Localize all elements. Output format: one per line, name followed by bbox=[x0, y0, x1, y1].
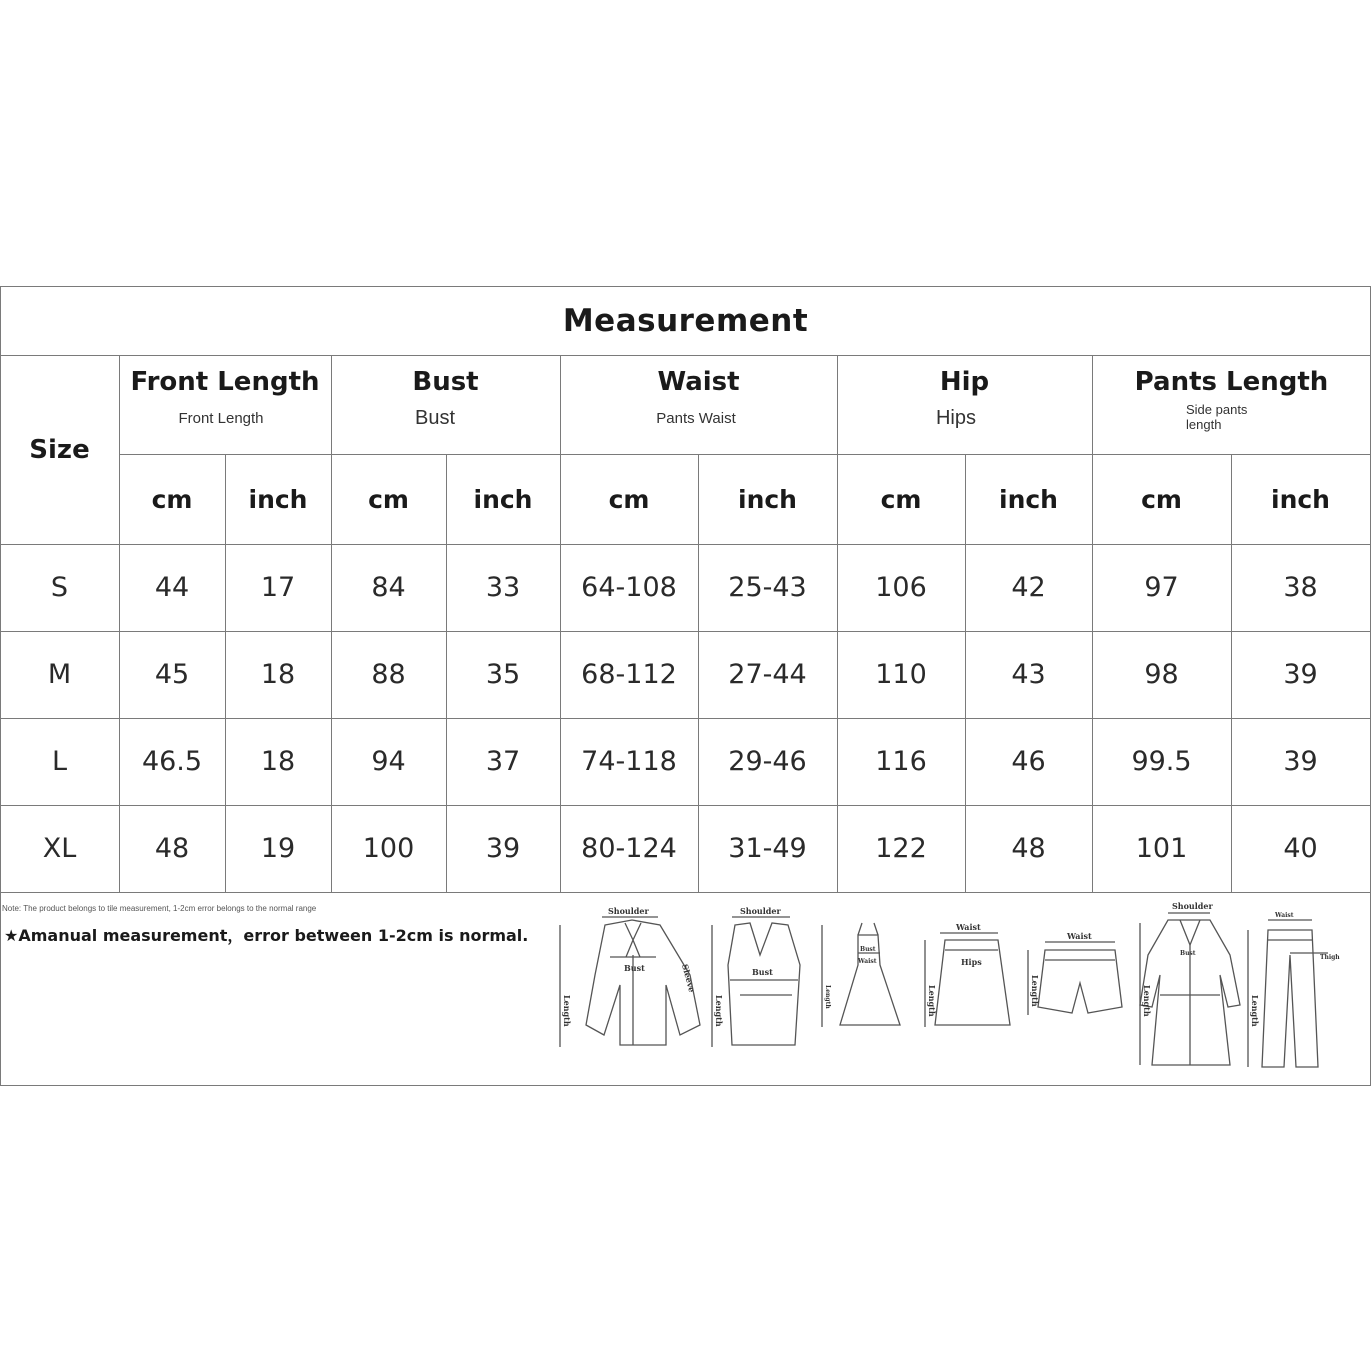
illus-label-bust: Bust bbox=[1180, 950, 1196, 957]
illus-label-waist: Waist bbox=[858, 958, 877, 965]
value-cell: 29-46 bbox=[728, 746, 807, 777]
size-chart-table bbox=[0, 286, 1371, 1086]
subheader-pants-length-line1: Side pants bbox=[1186, 402, 1248, 417]
value-cell: 45 bbox=[154, 659, 190, 690]
size-cell: M bbox=[47, 659, 72, 690]
value-cell: 35 bbox=[485, 659, 521, 690]
value-cell: 27-44 bbox=[728, 659, 807, 690]
size-cell: XL bbox=[42, 833, 77, 864]
illus-label-shoulder: Shoulder bbox=[608, 906, 649, 916]
value-cell: 38 bbox=[1283, 572, 1318, 603]
value-cell: 25-43 bbox=[728, 572, 807, 603]
value-cell: 18 bbox=[260, 659, 296, 690]
value-cell: 68-112 bbox=[581, 659, 677, 690]
size-cell: S bbox=[50, 572, 69, 603]
unit-inch: inch bbox=[738, 484, 797, 514]
value-cell: 101 bbox=[1135, 833, 1188, 864]
illus-label-length: Length bbox=[1250, 995, 1260, 1027]
unit-inch: inch bbox=[999, 484, 1058, 514]
value-cell: 46.5 bbox=[141, 746, 203, 777]
note: ★Amanual measurement，error between 1-2cm is normal. bbox=[4, 926, 529, 945]
value-cell: 43 bbox=[1011, 659, 1046, 690]
subheader-hip: Hips bbox=[935, 406, 976, 429]
value-cell: 74-118 bbox=[581, 746, 677, 777]
value-cell: 44 bbox=[154, 572, 190, 603]
chart-title: Measurement bbox=[562, 302, 809, 339]
illus-label-waist: Waist bbox=[1275, 912, 1294, 919]
illus-label-length: Length bbox=[1142, 985, 1152, 1017]
value-cell: 88 bbox=[371, 659, 406, 690]
value-cell: 42 bbox=[1011, 572, 1046, 603]
size-header: Size bbox=[29, 434, 90, 465]
unit-cm: cm bbox=[608, 484, 650, 514]
value-cell: 33 bbox=[485, 572, 521, 603]
unit-inch: inch bbox=[248, 484, 308, 514]
illus-label-bust: Bust bbox=[860, 946, 876, 953]
coat-illustration bbox=[1140, 913, 1240, 1065]
value-cell: 110 bbox=[875, 659, 927, 690]
garment-illustrations bbox=[540, 895, 1370, 1083]
illus-label-length: Length bbox=[824, 985, 831, 1009]
value-cell: 48 bbox=[1011, 833, 1046, 864]
value-cell: 122 bbox=[875, 833, 927, 864]
illus-label-thigh: Thigh bbox=[1320, 954, 1340, 961]
unit-cm: cm bbox=[1141, 484, 1182, 514]
illus-label-shoulder: Shoulder bbox=[1172, 901, 1213, 911]
value-cell: 18 bbox=[260, 746, 296, 777]
blouse-illustration bbox=[560, 917, 700, 1047]
header-pants-length: Pants Length bbox=[1134, 367, 1329, 397]
value-cell: 64-108 bbox=[581, 572, 677, 603]
value-cell: 94 bbox=[371, 746, 406, 777]
illus-label-waist: Waist bbox=[956, 922, 981, 932]
illus-label-hips: Hips bbox=[961, 957, 982, 967]
value-cell: 80-124 bbox=[581, 833, 677, 864]
illus-label-shoulder: Shoulder bbox=[740, 906, 781, 916]
value-cell: 97 bbox=[1144, 572, 1179, 603]
subheader-waist: Pants Waist bbox=[656, 409, 736, 427]
value-cell: 31-49 bbox=[728, 833, 807, 864]
dress-illustration bbox=[822, 923, 900, 1027]
illus-label-sleeve: Sleeve bbox=[680, 962, 698, 994]
value-cell: 39 bbox=[1283, 659, 1318, 690]
header-hip: Hip bbox=[939, 367, 990, 397]
header-bust: Bust bbox=[412, 367, 479, 397]
value-cell: 48 bbox=[154, 833, 190, 864]
subheader-bust: Bust bbox=[414, 406, 456, 429]
value-cell: 116 bbox=[875, 746, 927, 777]
illus-label-bust: Bust bbox=[624, 963, 645, 973]
subheader-pants-length-line2: length bbox=[1186, 417, 1222, 432]
value-cell: 40 bbox=[1283, 833, 1318, 864]
illus-label-bust: Bust bbox=[752, 967, 773, 977]
value-cell: 39 bbox=[485, 833, 521, 864]
value-cell: 46 bbox=[1011, 746, 1046, 777]
size-cell: L bbox=[51, 746, 68, 777]
illus-label-length: Length bbox=[1030, 975, 1040, 1007]
value-cell: 39 bbox=[1283, 746, 1318, 777]
value-cell: 99.5 bbox=[1131, 746, 1192, 777]
note-small: Note: The product belongs to tile measurement, 1-2cm error belongs to the normal range bbox=[2, 904, 317, 913]
value-cell: 98 bbox=[1144, 659, 1179, 690]
subheader-front-length: Front Length bbox=[178, 409, 264, 427]
illus-label-waist: Waist bbox=[1067, 931, 1092, 941]
unit-cm: cm bbox=[368, 484, 409, 514]
header-waist: Waist bbox=[657, 367, 740, 397]
trousers-illustration bbox=[1248, 920, 1328, 1067]
value-cell: 19 bbox=[260, 833, 296, 864]
value-cell: 17 bbox=[260, 572, 296, 603]
unit-inch: inch bbox=[473, 484, 533, 514]
unit-cm: cm bbox=[151, 484, 193, 514]
illus-label-length: Length bbox=[562, 995, 572, 1027]
header-front-length: Front Length bbox=[130, 367, 320, 397]
unit-cm: cm bbox=[880, 484, 922, 514]
shorts-illustration bbox=[1028, 942, 1122, 1015]
value-cell: 37 bbox=[485, 746, 521, 777]
tank-illustration bbox=[712, 917, 800, 1047]
unit-inch: inch bbox=[1271, 484, 1330, 514]
illus-label-length: Length bbox=[714, 995, 724, 1027]
illus-label-length: Length bbox=[927, 985, 937, 1017]
value-cell: 84 bbox=[371, 572, 406, 603]
subheader-pants-length bbox=[1186, 402, 1247, 432]
value-cell: 100 bbox=[362, 833, 415, 864]
value-cell: 106 bbox=[875, 572, 927, 603]
